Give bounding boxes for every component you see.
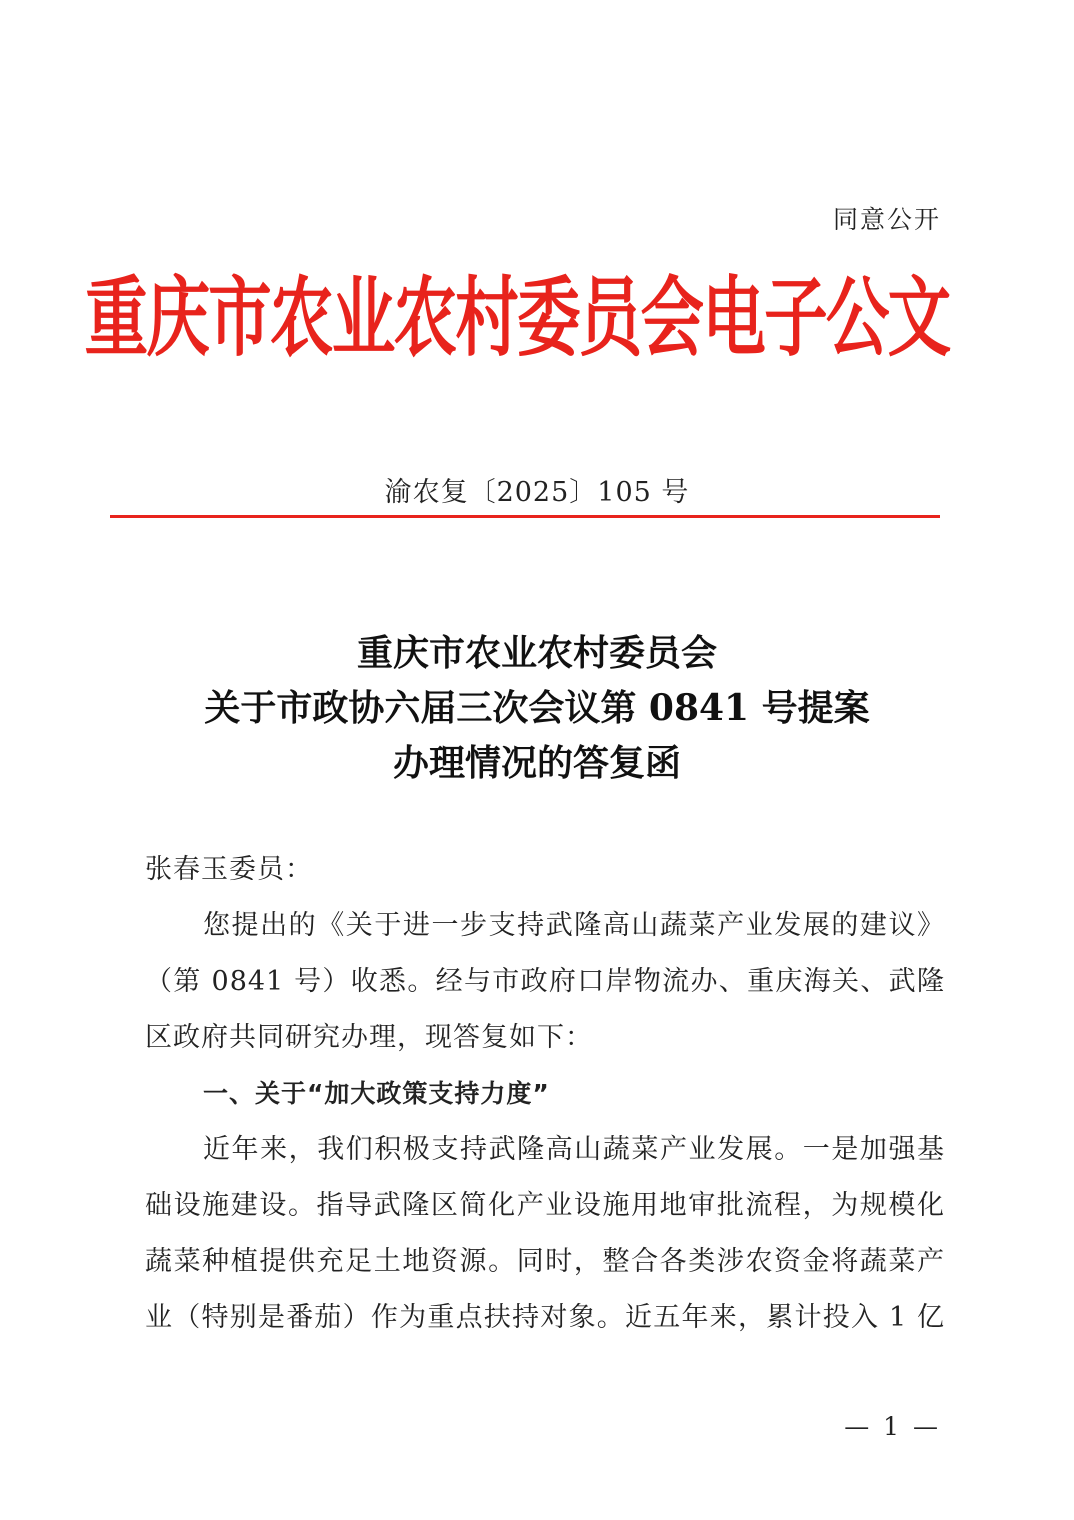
title-line-2: 关于市政协六届三次会议第 0841 号提案 [204,687,870,729]
paragraph-2-line-4: 业（特别是番茄）作为重点扶持对象。近五年来，累计投入 1 亿 [145,1302,945,1333]
paragraph-2-line-3: 蔬菜种植提供充足土地资源。同时，整合各类涉农资金将蔬菜产 [145,1246,945,1277]
title-line-3: 办理情况的答复函 [392,742,681,784]
title-line-1: 重庆市农业农村委员会 [356,632,717,674]
paragraph-1-line-2: （第 0841 号）收悉。经与市政府口岸物流办、重庆海关、武隆 [145,966,945,997]
document-body [145,842,945,1346]
masthead-title: 重庆市农业农村委员会电子公文 [84,268,950,369]
section-1-heading: 一、关于“加大政策支持力度” [203,1079,550,1108]
paragraph-1-line-1: 您提出的《关于进一步支持武隆高山蔬菜产业发展的建议》 [203,910,945,941]
paragraph-2-line-1: 近年来，我们积极支持武隆高山蔬菜产业发展。一是加强基 [203,1134,945,1165]
page-number: — 1 — [844,1412,941,1441]
document-number: 渝农复〔2025〕105 号 [384,477,690,508]
document-title [0,626,1074,791]
salutation: 张春玉委员： [145,854,313,885]
red-divider [110,515,940,518]
paragraph-1-line-3: 区政府共同研究办理，现答复如下： [145,1022,593,1053]
disclosure-label: 同意公开 [832,205,941,234]
paragraph-2-line-2: 础设施建设。指导武隆区简化产业设施用地审批流程，为规模化 [145,1190,945,1221]
